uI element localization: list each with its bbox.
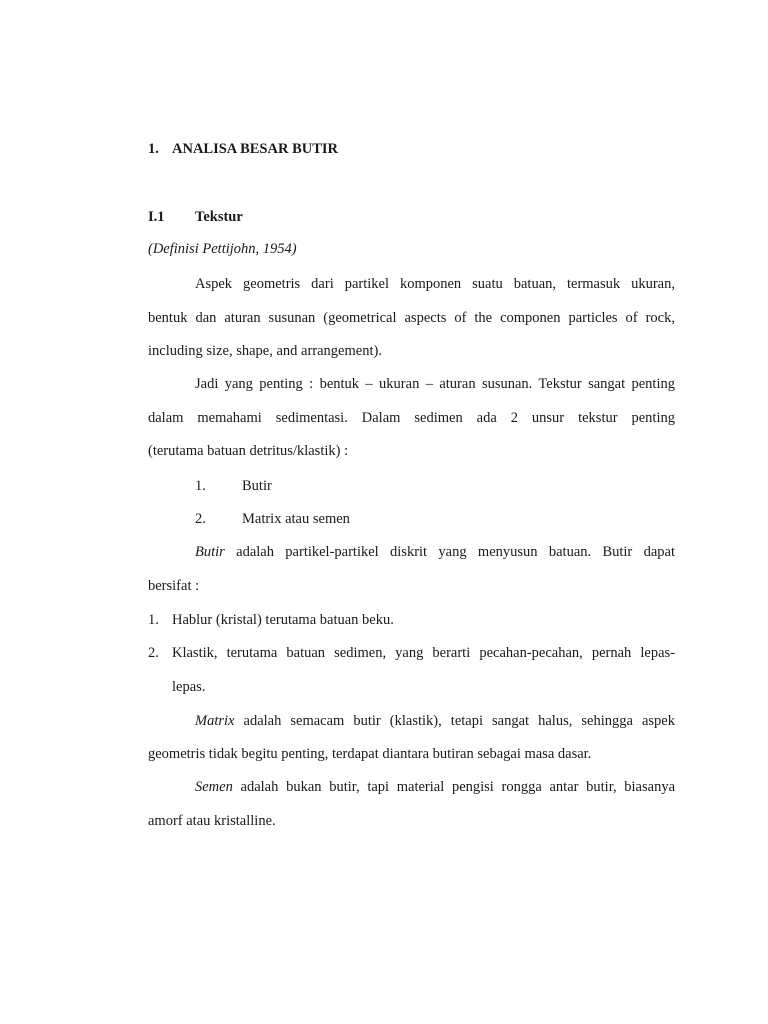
list-item-continuation: lepas. [172,679,206,695]
paragraph-3-line-1-text: adalah partikel-partikel diskrit yang menyusun batuan. Butir dapat [224,544,675,560]
list-item-number: 2. [148,645,159,661]
list-item-number: 1. [148,612,159,628]
list-item-number: 2. [195,511,206,527]
list-item-text: Klastik, terutama batuan sedimen, yang berarti pecahan-pecahan, pernah lepas- [172,645,675,661]
paragraph-1-line-3: including size, shape, and arrangement). [148,343,382,359]
paragraph-5-line-2: amorf atau kristalline. [148,813,276,829]
list-item-text: Matrix atau semen [242,511,350,527]
paragraph-2-line-1: Jadi yang penting : bentuk – ukuran – aturan susunan. Tekstur sangat penting [195,376,675,392]
term-butir: Butir [195,544,225,560]
paragraph-4-line-1-text: adalah semacam butir (klastik), tetapi sangat halus, sehingga aspek [234,713,675,729]
term-semen: Semen [195,779,233,795]
paragraph-3-line-2: bersifat : [148,578,200,594]
list-item-text: Butir [242,478,272,494]
definition-reference: (Definisi Pettijohn, 1954) [148,241,297,257]
section-number: 1. [148,141,159,157]
paragraph-5-line-1-text: adalah bukan butir, tapi material pengisi rongga antar butir, biasanya [232,779,675,795]
subsection-title: Tekstur [195,209,243,225]
paragraph-4-line-1 [195,714,675,729]
term-matrix: Matrix [195,713,235,729]
paragraph-2-line-2: dalam memahami sedimentasi. Dalam sedimen ada 2 unsur tekstur penting [148,410,675,426]
paragraph-1-line-2: bentuk dan aturan susunan (geometrical aspects of the componen particles of rock, [148,310,675,326]
list-item-text: Hablur (kristal) terutama batuan beku. [172,612,394,628]
paragraph-3-line-1 [195,545,675,560]
subsection-number: I.1 [148,209,165,225]
paragraph-2-line-3: (terutama batuan detritus/klastik) : [148,443,349,459]
paragraph-5-line-1 [195,780,675,795]
paragraph-4-line-2: geometris tidak begitu penting, terdapat diantara butiran sebagai masa dasar. [148,746,592,762]
paragraph-1-line-1: Aspek geometris dari partikel komponen suatu batuan, termasuk ukuran, [195,276,675,292]
section-title: ANALISA BESAR BUTIR [172,141,338,157]
list-item-number: 1. [195,478,206,494]
